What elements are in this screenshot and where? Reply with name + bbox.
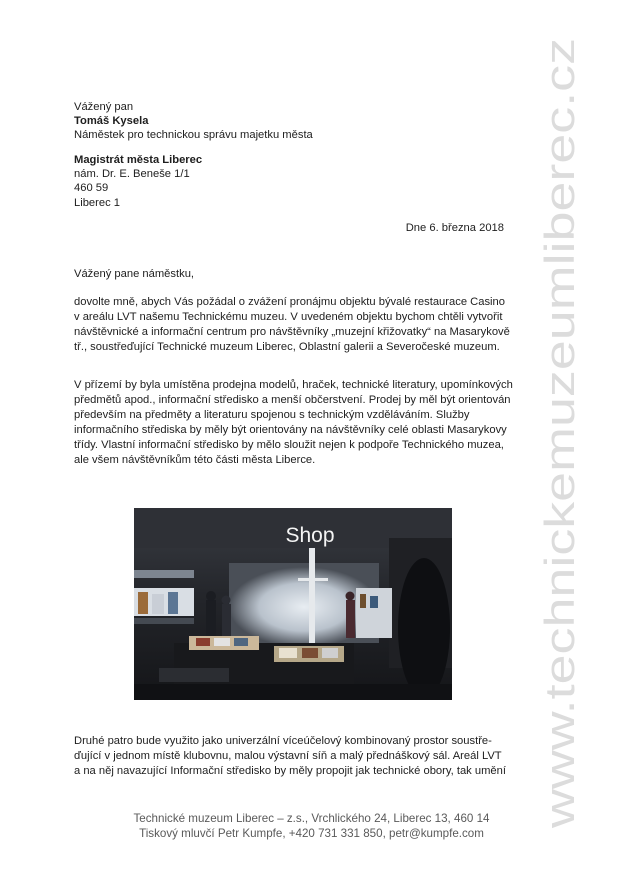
- paragraph-1: [74, 295, 509, 355]
- watermark-svg: [536, 30, 586, 830]
- recipient-name: Tomáš Kysela: [74, 115, 149, 128]
- footer-address: Technické muzeum Liberec – z.s., Vrchlického 24, Liberec 13, 460 14: [133, 812, 490, 825]
- paragraph-line: třídy. Vlastní informační středisko by mělo sloužit nejen k podpoře Technického muzea,: [74, 439, 504, 451]
- paragraph-line: v areálu LVT našemu Technickému muzeu. V uvedeném objektu bychom chtěli vytvořit: [74, 311, 503, 323]
- paragraph-line: ďující v jednom místě klubovnu, malou výstavní síň a malý přednáškový sál. Areál LVT: [74, 750, 502, 762]
- paragraph-line: dovolte mně, abych Vás požádal o zvážení pronájmu objektu bývalé restaurace Casino: [74, 296, 505, 308]
- paragraph-line: V přízemí by byla umístěna prodejna modelů, hraček, technické literatury, upomínkových: [74, 379, 513, 391]
- paragraph-line: ale všem návštěvníkům této části města Liberce.: [74, 454, 316, 466]
- paragraph-line: především na předměty a literaturu spojenou s technickým vzděláváním. Služby: [74, 409, 470, 421]
- footer-contact: Tiskový mluvčí Petr Kumpfe, +420 731 331 850, petr@kumpfe.com: [139, 827, 484, 840]
- shop-photo: [134, 508, 452, 700]
- letter-date: Dne 6. března 2018: [405, 222, 504, 234]
- watermark-url: [536, 30, 586, 830]
- paragraph-line: informačního střediska by měly být orientovány na návštěvníky celé oblasti Masarykovy: [74, 424, 507, 436]
- paragraph-line: Druhé patro bude využito jako univerzální víceúčelový kombinovaný prostor soustře-: [74, 735, 492, 747]
- shop-photo-svg: [134, 508, 452, 700]
- organization-name: Magistrát města Liberec: [74, 154, 203, 166]
- paragraph-line: tř., soustřeďující Technické muzeum Liberec, Oblastní galerii a Severočeské muzeum.: [74, 341, 500, 353]
- paragraph-line: předmětů apod., informační středisko a menší občerstvení. Prodej by měl být orientován: [74, 394, 511, 406]
- paragraph-2: [74, 378, 513, 468]
- organization-zip: 460 59: [74, 182, 109, 195]
- recipient-block: [74, 100, 313, 143]
- watermark-text: www.technickemuzeumliberec.cz: [536, 211, 583, 828]
- organization-street: nám. Dr. E. Beneše 1/1: [74, 168, 190, 181]
- letter-greeting: Vážený pane náměstku,: [74, 268, 195, 280]
- paragraph-line: návštěvnické a informační centrum pro návštěvníky „muzejní křižovatky“ na Masarykově: [74, 326, 510, 338]
- recipient-position: Náměstek pro technickou správu majetku města: [74, 129, 313, 142]
- paragraph-line: a na něj navazující Informační středisko by měly propojit jak technické obory, tak umění: [74, 765, 506, 777]
- paragraph-3: [74, 734, 509, 779]
- organization-city: Liberec 1: [74, 196, 121, 209]
- organization-block: [74, 153, 202, 210]
- shop-sign-text: Shop: [285, 524, 335, 547]
- recipient-salutation: Vážený pan: [74, 101, 134, 113]
